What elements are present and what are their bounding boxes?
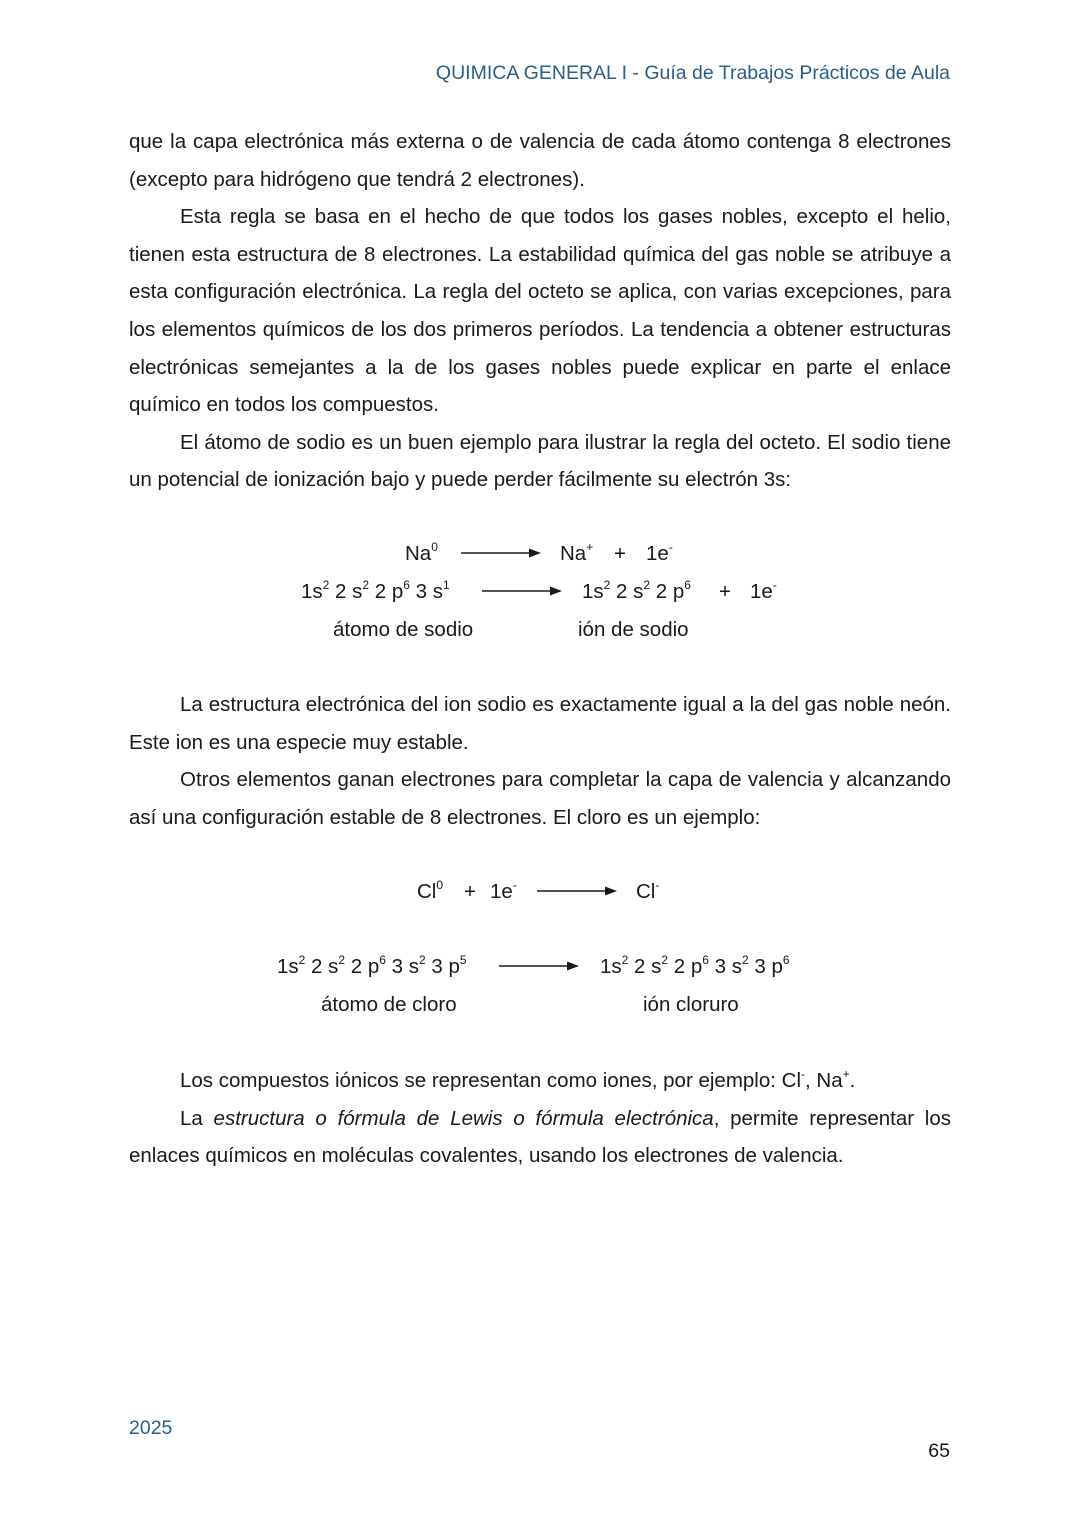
reaction-arrow [482, 584, 562, 598]
plus-sign: + [614, 542, 626, 565]
plus-sign: + [719, 580, 731, 603]
paragraph-lewis-structure: La estructura o fórmula de Lewis o fórmula electrónica, permite representar los enlaces químicos en moléculas covalentes, usando los electrones de valencia. [129, 1106, 951, 1168]
chlorine-atom-symbol: Cl$^0$ [417, 878, 444, 903]
chlorine-atom-configuration: $1s^2$ 2 $s^2$ 2 $p^6$ 3 $s^2$ 3 $p^5$ [277, 953, 467, 978]
paragraph-noble-gases: Esta regla se basa en el hecho de que todos los gases nobles, excepto el helio, tienen esta estructura de 8 electrones. La estabilidad química del gas noble se atribuye a esta configuración electrónica. La regla del octeto se aplica, con varias excepciones, para los elementos químicos de los dos primeros períodos. La tendencia a obtener estructuras electrónicas semejantes a la de los gases nobles puede explicar en parte el enlace químico en todos los compuestos. [129, 205, 951, 417]
chloride-ion-configuration: $1s^2$ 2 $s^2$ 2 $p^6$ 3 $s^2$ 3 $p^6$ [600, 953, 790, 978]
paragraph-ionic-compounds: Los compuestos iónicos se representan como iones, por ejemplo: Cl-, Na+. [180, 1067, 856, 1092]
reaction-arrow [537, 884, 617, 898]
reaction-arrow [461, 546, 541, 560]
sodium-atom-label: átomo de sodio [333, 618, 474, 641]
text-block-ions [129, 686, 951, 836]
plus-sign: + [464, 880, 476, 903]
electron-symbol: 1e- [646, 540, 673, 565]
chlorine-atom-label: átomo de cloro [321, 993, 457, 1016]
paragraph-sodium-example: El átomo de sodio es un buen ejemplo para ilustrar la regla del octeto. El sodio tiene un potencial de ionización bajo y puede perder fácilmente su electrón 3s: [129, 430, 951, 492]
reaction-arrow [499, 959, 579, 973]
sodium-ion-symbol: Na+ [560, 540, 594, 565]
chloride-ion-symbol: Cl- [636, 878, 660, 903]
sodium-atom-symbol: Na$^0$ [405, 540, 438, 565]
text-block-lewis [129, 1062, 951, 1175]
paragraph-gain-electrons: Otros elementos ganan electrones para completar la capa de valencia y alcanzando así una configuración estable de 8 electrones. El cloro es un ejemplo: [129, 768, 951, 829]
chloride-ion-label: ión cloruro [643, 993, 739, 1016]
electron-symbol: 1e- [490, 878, 517, 903]
lewis-term: estructura o fórmula de Lewis o fórmula electrónica [213, 1106, 714, 1130]
page-header-title: QUIMICA GENERAL I - Guía de Trabajos Prácticos de Aula [435, 62, 950, 84]
text-block-intro [129, 123, 951, 499]
electron-symbol: 1e- [750, 578, 777, 603]
sodium-ion-configuration: $1s^2$ 2 $s^2$ 2 $p^6$ [582, 578, 691, 603]
paragraph-continuation: que la capa electrónica más externa o de valencia de cada átomo contenga 8 electrones (excepto para hidrógeno que tendrá 2 electrones). [129, 130, 951, 191]
page-number: 65 [928, 1440, 950, 1462]
sodium-ion-label: ión de sodio [578, 618, 689, 641]
footer-year: 2025 [129, 1417, 173, 1439]
paragraph-sodium-ion: La estructura electrónica del ion sodio es exactamente igual a la del gas noble neón. Este ion es una especie muy estable. [129, 693, 951, 754]
sodium-atom-configuration: $1s^2$ 2 $s^2$ 2 $p^6$ 3 $s^1$ [301, 578, 450, 603]
